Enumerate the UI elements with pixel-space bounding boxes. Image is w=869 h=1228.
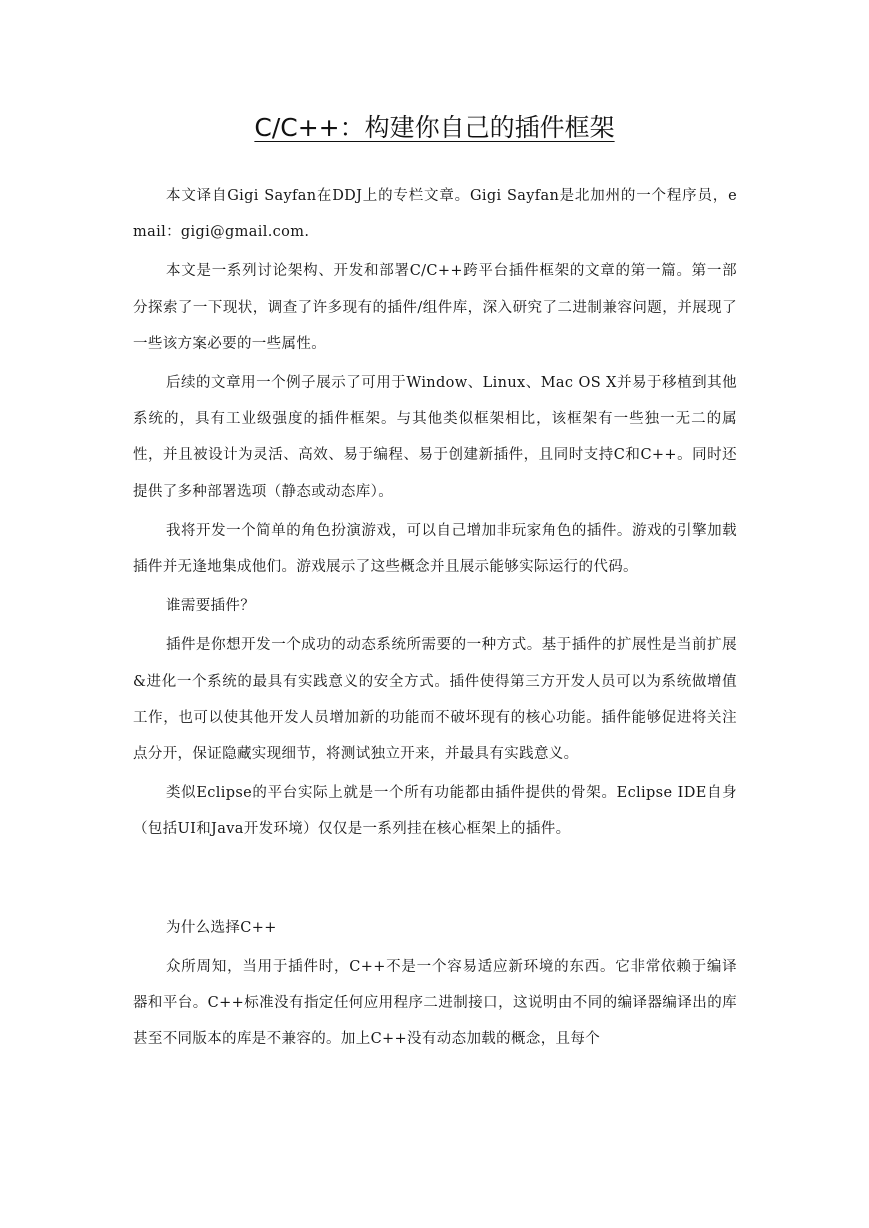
document-title — [0, 108, 869, 148]
paragraph-plugin-benefits: 插件是你想开发一个成功的动态系统所需要的一种方式。基于插件的扩展性是当前扩展&进化一个系统的最具有实践意义的安全方式。插件使得第三方开发人员可以为系统做增值工作，也可以使其他开发人员增加新的功能而不破坏现有的核心功能。插件能够促进将关注点分开，保证隐藏实现细节，将测试独立开来，并最具有实践意义。 — [133, 637, 737, 763]
paragraph-series-intro: 本文是一系列讨论架构、开发和部署C/C++跨平台插件框架的文章的第一篇。第一部分探索了一下现状，调查了许多现有的插件/组件库，深入研究了二进制兼容问题，并展现了一些该方案必要的一些属性。 — [133, 263, 737, 352]
paragraph-eclipse-example: 类似Eclipse的平台实际上就是一个所有功能都由插件提供的骨架。Eclipse IDE自身（包括UI和Java开发环境）仅仅是一系列挂在核心框架上的插件。 — [133, 785, 737, 838]
document-body — [133, 178, 737, 1057]
section-heading-why-cpp: 为什么选择C++ — [166, 919, 277, 936]
paragraph-game-example: 我将开发一个简单的角色扮演游戏，可以自己增加非玩家角色的插件。游戏的引擎加载插件并无逢地集成他们。游戏展示了这些概念并且展示能够实际运行的代码。 — [133, 522, 737, 576]
paragraph-cpp-challenges: 众所周知，当用于插件时，C++不是一个容易适应新环境的东西。它非常依赖于编译器和平台。C++标准没有指定任何应用程序二进制接口，这说明由不同的编译器编译出的库甚至不同版本的库是不兼容的。加上C++没有动态加载的概念，且每个 — [133, 958, 737, 1048]
section-heading-who-needs-plugins: 谁需要插件？ — [166, 598, 256, 615]
paragraph-framework-overview: 后续的文章用一个例子展示了可用于Window、Linux、Mac OS X并易于移植到其他系统的，具有工业级强度的插件框架。与其他类似框架相比，该框架有一些独一无二的属性，并且被设计为灵活、高效、易于编程、易于创建新插件，且同时支持C和C++。同时还提供了多种部署选项（静态或动态库）。 — [133, 375, 737, 500]
document-title-text: C/C++：构建你自己的插件框架 — [254, 113, 615, 142]
paragraph-translation-note: 本文译自Gigi Sayfan在DDJ上的专栏文章。Gigi Sayfan是北加州的一个程序员，email：gigi@gmail.com. — [133, 188, 737, 241]
